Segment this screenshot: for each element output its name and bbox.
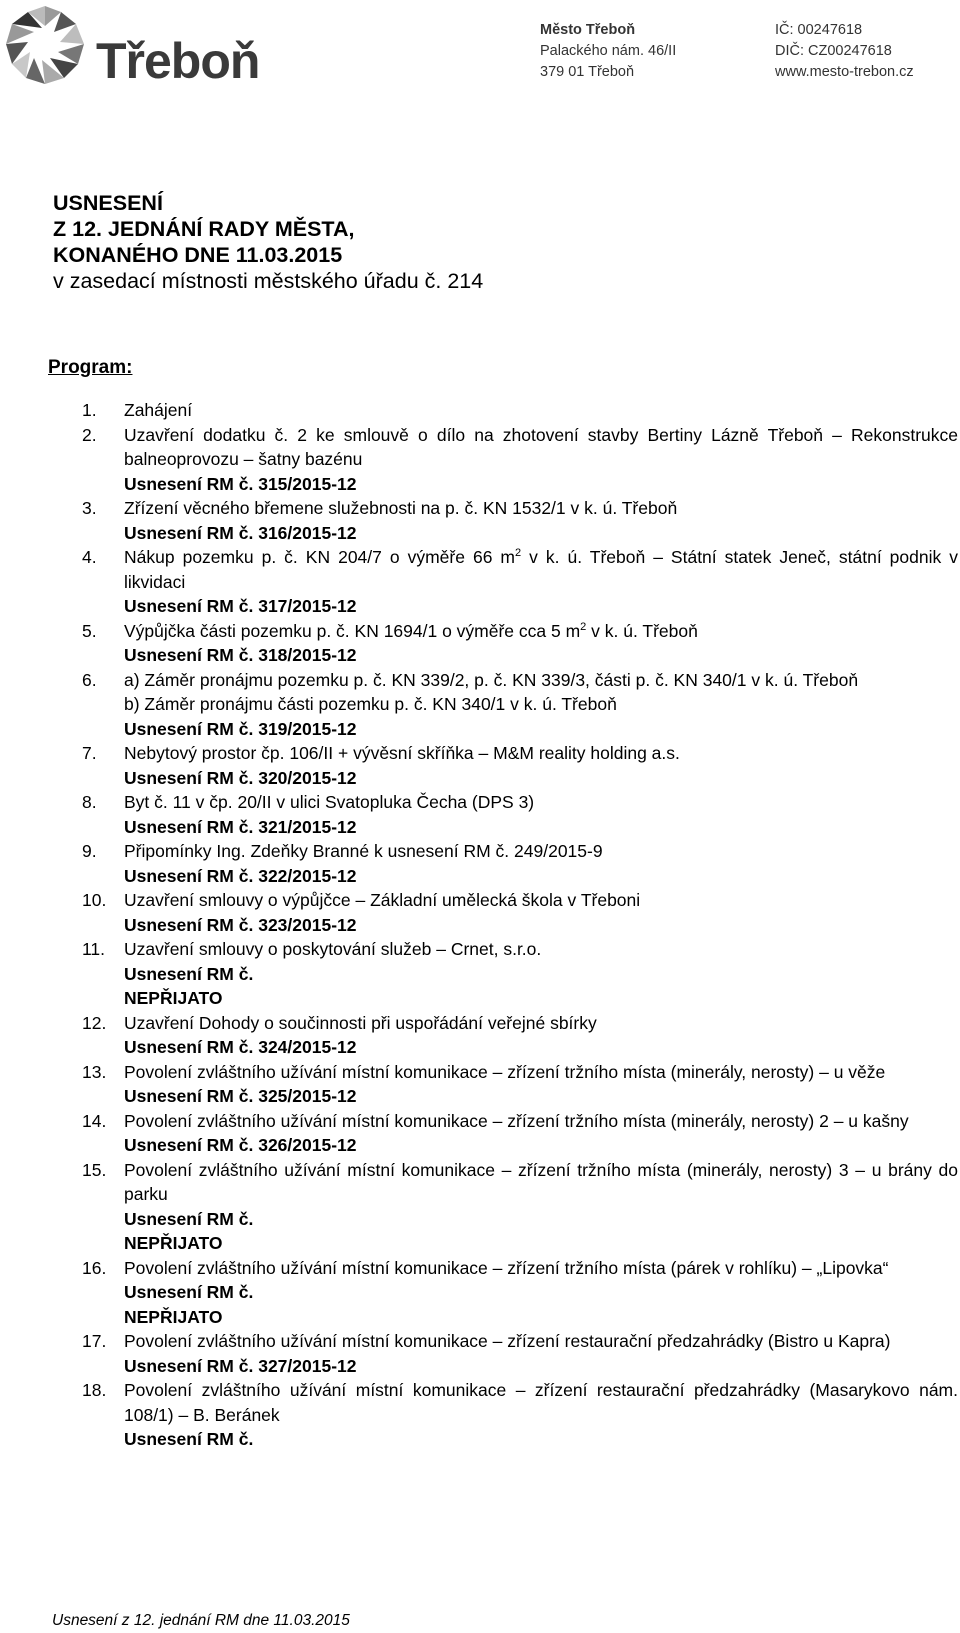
resolution-number: Usnesení RM č. 320/2015-12: [124, 767, 357, 788]
title-line-4: v zasedací místnosti městského úřadu č. 214: [53, 269, 484, 293]
postal-address: 379 01 Třeboň: [540, 64, 635, 80]
item-text: b) Záměr pronájmu části pozemku p. č. KN 340/1 v k. ú. Třeboň: [124, 694, 617, 714]
list-item: [82, 1329, 958, 1378]
item-text-part: v k. ú. Třeboň: [586, 620, 698, 641]
item-text: Povolení zvláštního užívání místní komunikace – zřízení restaurační předzahrádky (Bistro u Kapra): [124, 1331, 891, 1351]
item-number: 5.: [82, 620, 97, 641]
address-block: [540, 20, 676, 83]
list-item: [82, 1378, 958, 1452]
item-text: Zřízení věcného břemene služebnosti na p. č. KN 1532/1 v k. ú. Třeboň: [124, 498, 678, 518]
resolution-number: Usnesení RM č. 321/2015-12: [124, 816, 357, 837]
item-number: 14.: [82, 1110, 107, 1131]
item-text: [124, 619, 958, 644]
item-text: Povolení zvláštního užívání místní komunikace – zřízení restaurační předzahrádky (Masarykovo nám. 108/1) – B. Beránek: [124, 1380, 958, 1425]
resolution-number: Usnesení RM č.: [124, 1429, 254, 1449]
list-item: [82, 545, 958, 619]
title-line-2: Z 12. JEDNÁNÍ RADY MĚSTA,: [53, 217, 355, 241]
resolution-number: Usnesení RM č. 322/2015-12: [124, 865, 357, 886]
resolution-number: Usnesení RM č. 318/2015-12: [124, 645, 357, 665]
resolution-number: Usnesení RM č. 319/2015-12: [124, 718, 357, 739]
city-name: Město Třeboň: [540, 22, 636, 38]
title-line-1: USNESENÍ: [53, 191, 163, 215]
rejected-status: NEPŘIJATO: [124, 988, 223, 1008]
list-item: [82, 839, 958, 888]
item-number: 7.: [82, 743, 97, 763]
superscript: 2: [580, 620, 587, 633]
list-item: [82, 398, 958, 423]
item-number: 9.: [82, 841, 97, 861]
item-number: 3.: [82, 498, 97, 518]
page-footer: Usnesení z 12. jednání RM dne 11.03.2015: [52, 1612, 350, 1629]
list-item: [82, 1060, 958, 1109]
item-text-part: Nákup pozemku p. č. KN 204/7 o výměře 66 m: [124, 547, 516, 567]
item-text: Připomínky Ing. Zdeňky Branné k usnesení RM č. 249/2015-9: [124, 841, 603, 861]
item-number: 10.: [82, 890, 107, 910]
resolution-number: Usnesení RM č. 325/2015-12: [124, 1086, 357, 1106]
rejected-status: NEPŘIJATO: [124, 1233, 223, 1253]
item-number: 1.: [82, 400, 97, 420]
resolution-number: Usnesení RM č.: [124, 1208, 254, 1229]
item-text: Nebytový prostor čp. 106/II + vývěsní skříňka – M&M reality holding a.s.: [124, 743, 680, 763]
resolution-number: Usnesení RM č. 324/2015-12: [124, 1037, 357, 1057]
item-number: 4.: [82, 547, 97, 567]
list-item: [82, 888, 958, 937]
resolution-number: Usnesení RM č. 315/2015-12: [124, 473, 357, 494]
program-list: [82, 398, 958, 1452]
item-number: 8.: [82, 792, 97, 812]
item-number: 16.: [82, 1257, 107, 1278]
item-text: Povolení zvláštního užívání místní komunikace – zřízení tržního místa (minerály, nerosty) – u věže: [124, 1061, 886, 1082]
document-title: [53, 190, 483, 294]
street-address: Palackého nám. 46/II: [540, 43, 677, 59]
list-item: [82, 1109, 958, 1158]
item-number: 12.: [82, 1012, 107, 1033]
item-text: Povolení zvláštního užívání místní komunikace – zřízení tržního místa (párek v rohlíku) – „Lipovka“: [124, 1257, 889, 1278]
item-text: Povolení zvláštního užívání místní komunikace – zřízení tržního místa (minerály, nerosty) 2 – u kašny: [124, 1110, 909, 1131]
list-item: [82, 668, 958, 742]
trebon-logo-icon: [4, 4, 86, 86]
item-text: Povolení zvláštního užívání místní komunikace – zřízení tržního místa (minerály, nerosty) 3 – u brány do parku: [124, 1159, 958, 1204]
resolution-number: Usnesení RM č. 326/2015-12: [124, 1135, 357, 1155]
logo-wordmark: Třeboň: [96, 33, 260, 89]
item-number: 15.: [82, 1159, 107, 1180]
item-number: 11.: [82, 939, 106, 959]
list-item: [82, 1256, 958, 1330]
item-text: Uzavření dodatku č. 2 ke smlouvě o dílo na zhotovení stavby Bertiny Lázně Třeboň – Rekonstrukce balneoprovozu – šatny bazénu: [124, 424, 958, 469]
superscript: 2: [515, 547, 522, 560]
resolution-number: Usnesení RM č.: [124, 963, 254, 984]
item-text: Uzavření Dohody o součinnosti při uspořádání veřejné sbírky: [124, 1012, 597, 1033]
ids-block: [775, 20, 914, 83]
item-number: 6.: [82, 669, 97, 690]
letterhead: [0, 0, 960, 100]
item-number: 2.: [82, 424, 97, 445]
item-text: [124, 545, 958, 594]
list-item: [82, 1158, 958, 1256]
item-text: Byt č. 11 v čp. 20/II v ulici Svatopluka Čecha (DPS 3): [124, 792, 535, 812]
item-text-part: Výpůjčka části pozemku p. č. KN 1694/1 o výměře cca 5 m: [124, 620, 581, 641]
list-item: [82, 937, 958, 1011]
item-text: Zahájení: [124, 400, 193, 420]
program-heading: Program:: [48, 357, 133, 378]
list-item: [82, 790, 958, 839]
item-number: 18.: [82, 1380, 107, 1400]
resolution-number: Usnesení RM č. 317/2015-12: [124, 596, 357, 616]
item-number: 13.: [82, 1061, 107, 1082]
rejected-status: NEPŘIJATO: [124, 1306, 223, 1327]
company-id: IČ: 00247618: [775, 22, 863, 38]
list-item: [82, 741, 958, 790]
item-text-part: v k. ú. Třeboň – Státní statek Jeneč, státní podnik v likvidaci: [124, 547, 958, 592]
item-number: 17.: [82, 1331, 107, 1351]
item-text: Uzavření smlouvy o výpůjčce – Základní umělecká škola v Třeboni: [124, 890, 641, 910]
website-link[interactable]: www.mesto-trebon.cz: [775, 64, 914, 80]
resolution-number: Usnesení RM č. 327/2015-12: [124, 1355, 357, 1376]
item-text: a) Záměr pronájmu pozemku p. č. KN 339/2, p. č. KN 339/3, části p. č. KN 340/1 v k. ú. Třeboň: [124, 669, 859, 690]
resolution-number: Usnesení RM č. 316/2015-12: [124, 522, 357, 543]
vat-id: DIČ: CZ00247618: [775, 43, 892, 59]
title-line-3: KONANÉHO DNE 11.03.2015: [53, 243, 343, 267]
list-item: [82, 423, 958, 497]
item-text: Uzavření smlouvy o poskytování služeb – Crnet, s.r.o.: [124, 939, 542, 959]
list-item: [82, 1011, 958, 1060]
resolution-number: Usnesení RM č.: [124, 1282, 254, 1302]
resolution-number: Usnesení RM č. 323/2015-12: [124, 914, 357, 935]
list-item: [82, 496, 958, 545]
list-item: [82, 619, 958, 668]
